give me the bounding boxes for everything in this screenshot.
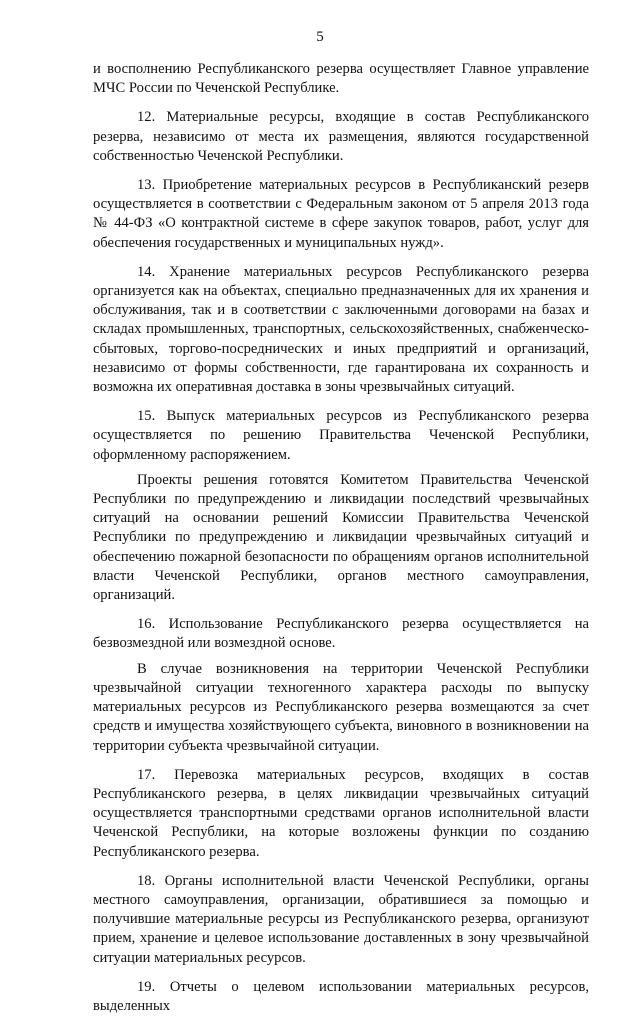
paragraph-continuation: и восполнению Республиканского резерва осуществляет Главное управление МЧС России по Чеченской Республике.	[93, 61, 589, 97]
paragraph-item-14: 14. Хранение материальных ресурсов Республиканского резерва организуется как на объектах, специально предназначенных для их хранения и обслуживания, так и в соответствии с заключенными договорами на базах и складах промышленных, транспортных, сельскохозяйственных, снабженческо-сбытовых, торгово-посреднических и иных предприятий и организаций, независимо от формы собственности, где гарантирована их сохранность и возможна их оперативная доставка в зоны чрезвычайных ситуаций.	[93, 263, 589, 396]
paragraph-item-13: 13. Приобретение материальных ресурсов в Республиканский резерв осуществляется в соответствии с Федеральным законом от 5 апреля 2013 года № 44-ФЗ «О контрактной системе в сфере закупок товаров, работ, услуг для обеспечения государственных и муниципальных нужд».	[93, 177, 589, 251]
page-number: 5	[316, 29, 324, 45]
paragraph-item-16-case: В случае возникновения на территории Чеченской Республики чрезвычайной ситуации техногенного характера расходы по выпуску материальных ресурсов из Республиканского резерва возмещаются за счет средств и имущества хозяйствующего субъекта, виновного в возникновении на территории субъекта чрезвычайной ситуации.	[93, 660, 589, 754]
paragraph-item-15: 15. Выпуск материальных ресурсов из Республиканского резерва осуществляется по решению Правительства Чеченской Республики, оформленному распоряжением.	[93, 408, 589, 463]
paragraph-item-16: 16. Использование Республиканского резерва осуществляется на безвозмездной или возмездной основе.	[93, 616, 589, 652]
paragraph-item-15-projects: Проекты решения готовятся Комитетом Правительства Чеченской Республики по предупреждению и ликвидации последствий чрезвычайных ситуаций на основании решений Комиссии Правительства Чеченской Республики по предупреждению и ликвидации чрезвычайных ситуаций и обеспечению пожарной безопасности по обращениям органов исполнительной власти Чеченской Республики, органов местного самоуправления, организаций.	[93, 471, 589, 604]
paragraph-item-17: 17. Перевозка материальных ресурсов, входящих в состав Республиканского резерва, в целях ликвидации чрезвычайных ситуаций осуществляется транспортными средствами органов исполнительной власти Чеченской Республики, на которые возложены функции по созданию Республиканского резерва.	[93, 766, 589, 860]
paragraph-item-18: 18. Органы исполнительной власти Чеченской Республики, органы местного самоуправления, организации, обратившиеся за помощью и получившие материальные ресурсы из Республиканского резерва, организуют прием, хранение и целевое использование доставленных в зону чрезвычайной ситуации материальных ресурсов.	[93, 872, 589, 966]
paragraph-item-19: 19. Отчеты о целевом использовании материальных ресурсов, выделенных	[93, 978, 589, 1014]
document-body	[93, 60, 589, 1026]
paragraph-item-12: 12. Материальные ресурсы, входящие в состав Республиканского резерва, независимо от места их размещения, являются государственной собственностью Чеченской Республики.	[93, 109, 589, 164]
